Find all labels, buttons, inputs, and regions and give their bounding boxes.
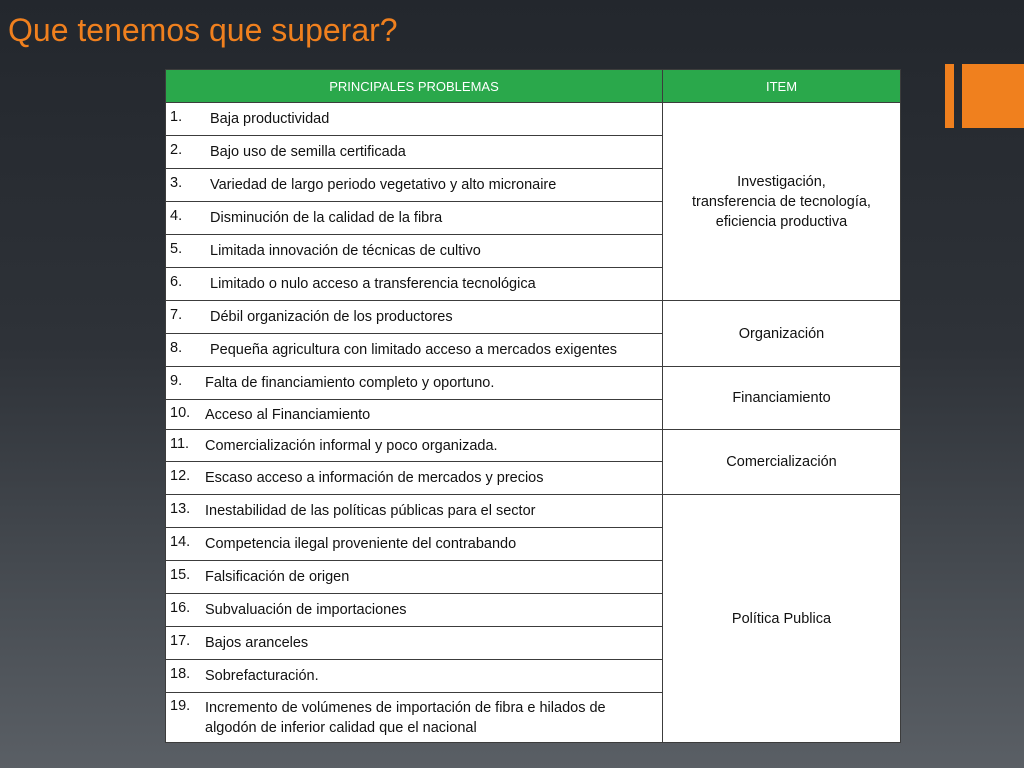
table-row	[166, 430, 901, 462]
decorative-bar-thin	[945, 64, 954, 128]
problem-number: 12.	[170, 468, 191, 484]
problem-number: 2.	[170, 142, 183, 158]
problem-cell	[166, 202, 663, 235]
table-row	[166, 367, 901, 400]
problems-table	[165, 69, 901, 743]
problem-cell	[166, 400, 663, 430]
problem-text: Bajos aranceles	[205, 635, 309, 651]
problem-cell	[166, 627, 663, 660]
slide-title: Que tenemos que superar?	[8, 12, 398, 48]
problem-number: 19.	[170, 697, 191, 714]
problem-text: Disminución de la calidad de la fibra	[210, 210, 443, 226]
problem-number: 6.	[170, 274, 183, 290]
problem-number: 10.	[170, 404, 191, 421]
decorative-bar-thick	[962, 64, 1024, 128]
problem-text: Limitada innovación de técnicas de cultivo	[210, 243, 481, 259]
problem-number: 4.	[170, 208, 183, 224]
problem-text: Pequeña agricultura con limitado acceso a mercados exigentes	[210, 342, 618, 358]
table-row	[166, 103, 901, 136]
problem-number: 11.	[170, 435, 190, 452]
problem-cell	[166, 136, 663, 169]
problem-cell	[166, 301, 663, 334]
table-row	[166, 301, 901, 334]
item-politica: Política Publica	[663, 495, 901, 743]
problem-number: 9.	[170, 373, 183, 389]
problem-cell	[166, 430, 663, 462]
problem-number: 13.	[170, 501, 191, 517]
problem-cell	[166, 334, 663, 367]
problem-cell	[166, 528, 663, 561]
problem-text: Limitado o nulo acceso a transferencia tecnológica	[210, 276, 536, 292]
item-investigacion	[663, 103, 901, 301]
problem-text: Baja productividad	[210, 111, 330, 127]
problem-cell	[166, 561, 663, 594]
problem-number: 8.	[170, 340, 183, 356]
problem-number: 16.	[170, 600, 191, 616]
problem-number: 18.	[170, 666, 191, 682]
problem-text: Subvaluación de importaciones	[205, 602, 407, 618]
problem-number: 1.	[170, 109, 183, 125]
item-comercializacion: Comercialización	[663, 430, 901, 495]
problem-cell	[166, 495, 663, 528]
problem-number: 5.	[170, 241, 183, 257]
problem-text: Bajo uso de semilla certificada	[210, 144, 406, 160]
problem-number: 3.	[170, 175, 183, 191]
problem-cell	[166, 268, 663, 301]
problem-cell	[166, 462, 663, 495]
problem-cell	[166, 169, 663, 202]
problem-text: Acceso al Financiamiento	[205, 406, 371, 423]
problem-text: Falta de financiamiento completo y oportuno.	[205, 375, 495, 391]
problem-cell	[166, 235, 663, 268]
item-financiamiento: Financiamiento	[663, 367, 901, 430]
table-header-row	[166, 70, 901, 103]
problem-text: Falsificación de origen	[205, 569, 350, 585]
problem-text: Inestabilidad de las políticas públicas para el sector	[205, 503, 536, 519]
problem-cell	[166, 103, 663, 136]
problem-text: Sobrefacturación.	[205, 668, 319, 684]
problem-number: 17.	[170, 633, 191, 649]
header-problems: PRINCIPALES PROBLEMAS	[166, 70, 663, 103]
problem-number: 15.	[170, 567, 191, 583]
problem-cell	[166, 660, 663, 693]
item-organizacion: Organización	[663, 301, 901, 367]
header-item: ITEM	[663, 70, 901, 103]
problem-text: Variedad de largo periodo vegetativo y alto micronaire	[210, 177, 557, 193]
problem-text: Débil organización de los productores	[210, 309, 453, 325]
problem-cell	[166, 693, 663, 743]
problem-cell	[166, 367, 663, 400]
item-line: Investigación,	[737, 173, 826, 190]
problem-number: 7.	[170, 307, 183, 323]
problem-text: Competencia ilegal proveniente del contrabando	[205, 536, 517, 552]
item-line: eficiencia productiva	[715, 213, 848, 230]
problem-text: Incremento de volúmenes de importación de fibra e hilados de algodón de inferior calidad que el nacional	[205, 699, 606, 736]
table-row	[166, 495, 901, 528]
problem-text: Comercialización informal y poco organizada.	[205, 437, 498, 454]
item-line: transferencia de tecnología,	[692, 193, 871, 210]
problem-cell	[166, 594, 663, 627]
problem-number: 14.	[170, 534, 191, 550]
problem-text: Escaso acceso a información de mercados y precios	[205, 470, 544, 486]
